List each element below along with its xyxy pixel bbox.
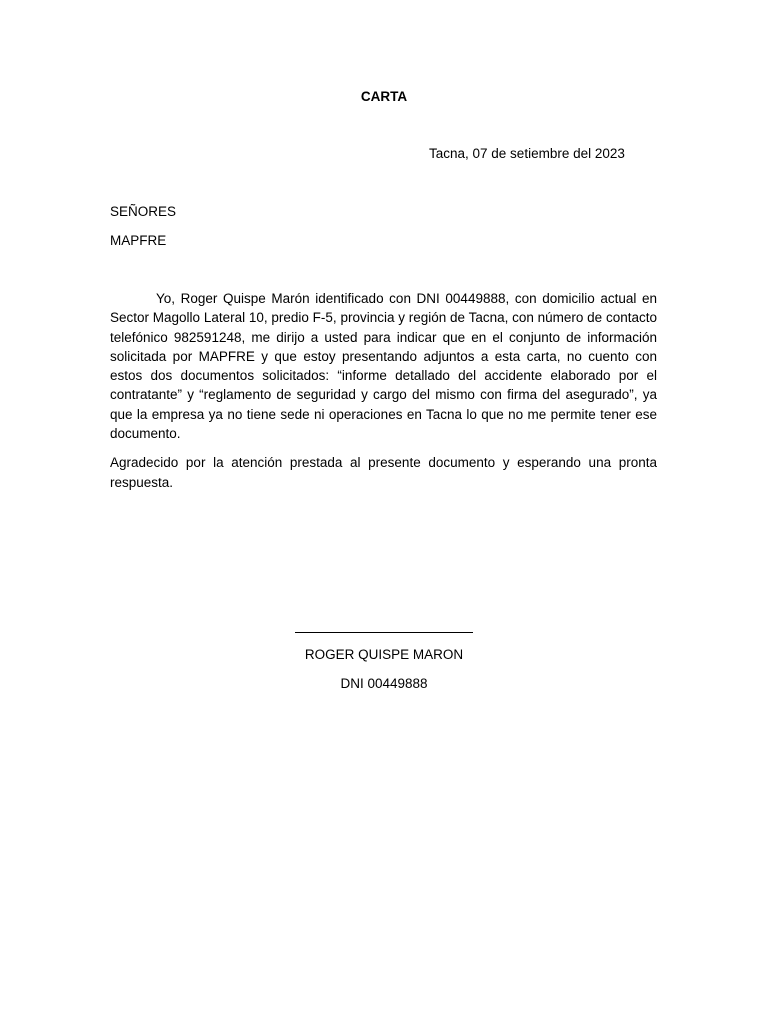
body-paragraph-1: Yo, Roger Quispe Marón identificado con DNI 00449888, con domicilio actual en Sector Magollo Lateral 10, predio F-5, provincia y región de Tacna, con número de contacto telefónico 982591248, me dirijo a usted para indicar que en el conjunto de información solicitada por MAPFRE y que estoy presentando adjuntos a esta carta, no cuento con estos dos documentos solicitados: “informe detallado del accidente elaborado por el contratante” y “reglamento de seguridad y cargo del mismo con firma del asegurado”, ya que la empresa ya no tiene sede ni operaciones en Tacna lo que no me permite tener ese documento. (110, 291, 657, 442)
letter-body (110, 289, 657, 502)
body-paragraph-2: Agradecido por la atención prestada al presente documento y esperando una pronta respuesta. (110, 455, 657, 490)
date-line: Tacna, 07 de setiembre del 2023 (429, 146, 625, 161)
letter-title: CARTA (360, 89, 408, 104)
addressee-line-1: SEÑORES (110, 204, 177, 219)
signature-line (295, 632, 473, 633)
addressee-line-2: MAPFRE (110, 233, 167, 248)
signature-name: ROGER QUISPE MARON (304, 647, 464, 662)
signature-dni: DNI 00449888 (340, 676, 428, 691)
